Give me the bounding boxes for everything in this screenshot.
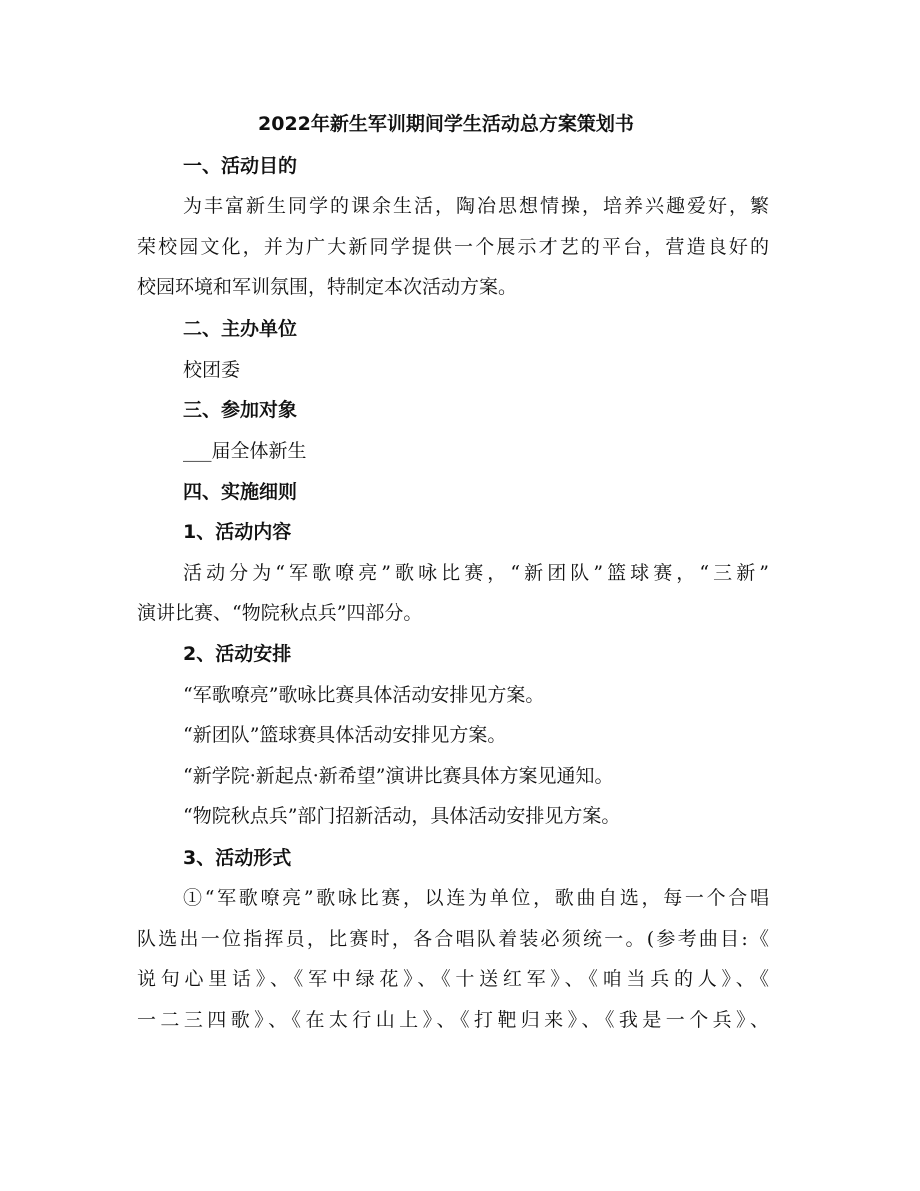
paragraph-line: 一二三四歌》、《在太行山上》、《打靶归来》、《我是一个兵》、 — [137, 1009, 769, 1031]
document-title: 2022年新生军训期间学生活动总方案策划书 — [258, 113, 634, 135]
section-heading-participants: 三、参加对象 — [183, 399, 298, 421]
section-heading-details: 四、实施细则 — [183, 481, 298, 503]
paragraph-line: 说句心里话》、《军中绿花》、《十送红军》、《咱当兵的人》、《 — [137, 968, 769, 990]
section-heading-purpose: 一、活动目的 — [183, 155, 298, 177]
arrangement-item: “新团队”篮球赛具体活动安排见方案。 — [183, 724, 507, 746]
paragraph-line: 演讲比赛、“物院秋点兵”四部分。 — [137, 602, 423, 624]
organizer-text: 校团委 — [183, 359, 241, 381]
paragraph-line: 队选出一位指挥员，比赛时，各合唱队着装必须统一。(参考曲目:《 — [137, 928, 769, 950]
paragraph-line: 荣校园文化，并为广大新同学提供一个展示才艺的平台，营造良好的 — [137, 236, 769, 258]
paragraph-line: 校园环境和军训氛围，特制定本次活动方案。 — [137, 276, 518, 298]
paragraph-line: 活动分为“军歌嘹亮”歌咏比赛，“新团队”篮球赛，“三新” — [183, 562, 769, 584]
subsection-heading-format: 3、活动形式 — [183, 847, 292, 869]
subsection-heading-content: 1、活动内容 — [183, 521, 292, 543]
arrangement-item: “军歌嘹亮”歌咏比赛具体活动安排见方案。 — [183, 684, 545, 706]
subsection-heading-arrangement: 2、活动安排 — [183, 643, 292, 665]
paragraph-line: 为丰富新生同学的课余生活，陶冶思想情操，培养兴趣爱好，繁 — [183, 195, 769, 217]
arrangement-item: “新学院·新起点·新希望”演讲比赛具体方案见通知。 — [183, 765, 614, 787]
participants-text: ___届全体新生 — [183, 440, 307, 462]
section-heading-organizer: 二、主办单位 — [183, 318, 298, 340]
arrangement-item: “物院秋点兵”部门招新活动，具体活动安排见方案。 — [183, 805, 621, 827]
paragraph-line: ①“军歌嘹亮”歌咏比赛，以连为单位，歌曲自选，每一个合唱 — [183, 887, 769, 909]
